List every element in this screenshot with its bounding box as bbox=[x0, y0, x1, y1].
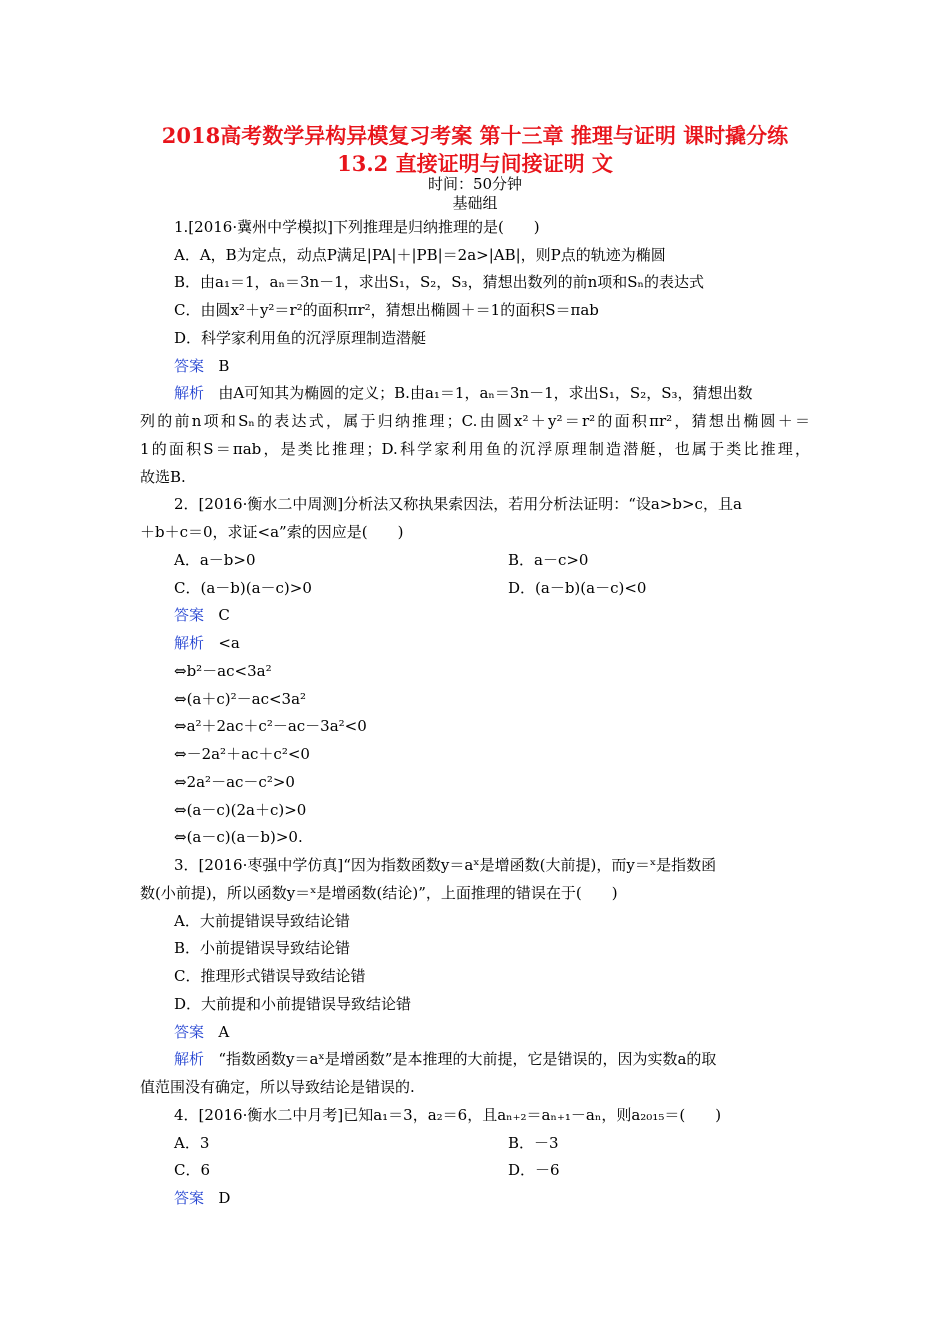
q2-answer bbox=[174, 605, 230, 625]
answer-label: 答案 bbox=[174, 1189, 205, 1207]
document-title: 2018高考数学异构异模复习考案 第十三章 推理与证明 课时撬分练 bbox=[161, 123, 789, 148]
analysis-label: 解析 bbox=[174, 384, 205, 402]
q2-step: ⇔(a－c)(a－b)>0. bbox=[174, 828, 303, 846]
q3-analysis-text-1: “指数函数y＝aˣ是增函数”是本推理的大前提，它是错误的，因为实数a的取 bbox=[218, 1050, 717, 1068]
q2-step: ⇔a²＋2ac＋c²－ac－3a²<0 bbox=[174, 717, 367, 735]
q3-stem-line-1: 3．[2016·枣强中学仿真]“因为指数函数y＝aˣ是增函数(大前提)，而y＝ˣ是指数函 bbox=[174, 856, 717, 874]
q2-answer-value: C bbox=[218, 606, 230, 624]
q1-answer-value: B bbox=[218, 357, 230, 375]
document-subtitle: 13.2 直接证明与间接证明 文 bbox=[337, 151, 613, 176]
q2-step: ⇔2a²－ac－c²>0 bbox=[174, 773, 295, 791]
q2-analysis bbox=[174, 633, 240, 653]
answer-label: 答案 bbox=[174, 1023, 205, 1041]
q3-analysis-line-2: 值范围没有确定，所以导致结论是错误的. bbox=[140, 1078, 415, 1096]
q2-step: ⇔b²－ac<3a² bbox=[174, 662, 272, 680]
q3-analysis-line-1 bbox=[174, 1049, 716, 1069]
q3-answer-value: A bbox=[218, 1023, 230, 1041]
analysis-label: 解析 bbox=[174, 1050, 205, 1068]
answer-label: 答案 bbox=[174, 606, 205, 624]
q1-analysis-line-3: 1的面积S＝πab，是类比推理；D.科学家利用鱼的沉浮原理制造潜艇，也属于类比推理， bbox=[140, 440, 810, 458]
q4-answer-value: D bbox=[218, 1189, 231, 1207]
q2-step: ⇔(a＋c)²－ac<3a² bbox=[174, 690, 307, 708]
q1-option-a: A．A，B为定点，动点P满足|PA|＋|PB|＝2a>|AB|，则P点的轨迹为椭圆 bbox=[174, 246, 666, 264]
section-heading: 基础组 bbox=[452, 194, 498, 212]
q3-option-c: C．推理形式错误导致结论错 bbox=[174, 967, 366, 985]
q1-analysis-text-1: 由A可知其为椭圆的定义；B.由a₁＝1，aₙ＝3n－1，求出S₁，S₂，S₃，猜想出数 bbox=[218, 384, 753, 402]
q2-option-b: B．a－c>0 bbox=[508, 551, 589, 569]
q2-step: ⇔－2a²＋ac＋c²<0 bbox=[174, 745, 310, 763]
q1-answer bbox=[174, 356, 229, 376]
q4-option-c: C．6 bbox=[174, 1161, 211, 1179]
analysis-label: 解析 bbox=[174, 634, 205, 652]
q2-stem-line-1: 2．[2016·衡水二中周测]分析法又称执果索因法，若用分析法证明：“设a>b>c，且a bbox=[174, 495, 742, 513]
q3-answer bbox=[174, 1022, 229, 1042]
q1-option-c: C．由圆x²＋y²＝r²的面积πr²，猜想出椭圆＋＝1的面积S＝πab bbox=[174, 301, 599, 319]
q4-answer bbox=[174, 1188, 230, 1208]
time-limit: 时间：50分钟 bbox=[427, 175, 523, 193]
q1-option-b: B．由a₁＝1，aₙ＝3n－1，求出S₁，S₂，S₃，猜想出数列的前n项和Sₙ的表达式 bbox=[174, 273, 704, 291]
q2-option-d: D．(a－b)(a－c)<0 bbox=[508, 579, 647, 597]
q4-stem: 4．[2016·衡水二中月考]已知a₁＝3，a₂＝6，且aₙ₊₂＝aₙ₊₁－aₙ，则a₂₀₁₅＝( ) bbox=[174, 1106, 722, 1124]
q2-stem-line-2: ＋b＋c＝0，求证<a”索的因应是( ) bbox=[140, 523, 404, 541]
q3-option-a: A．大前提错误导致结论错 bbox=[174, 912, 350, 930]
answer-label: 答案 bbox=[174, 357, 205, 375]
q2-option-a: A．a－b>0 bbox=[174, 551, 256, 569]
q4-option-d: D．－6 bbox=[508, 1161, 560, 1179]
q2-analysis-text: <a bbox=[218, 634, 240, 652]
q1-stem: 1.[2016·冀州中学模拟]下列推理是归纳推理的是( ) bbox=[174, 218, 540, 236]
q1-analysis-line-1 bbox=[174, 383, 753, 403]
q3-option-d: D．大前提和小前提错误导致结论错 bbox=[174, 995, 412, 1013]
q3-stem-line-2: 数(小前提)，所以函数y＝ˣ是增函数(结论)”，上面推理的错误在于( ) bbox=[140, 884, 618, 902]
q1-analysis-line-2: 列的前n项和Sₙ的表达式，属于归纳推理；C.由圆x²＋y²＝r²的面积πr²，猜想出椭圆＋＝ bbox=[140, 412, 810, 430]
q2-step: ⇔(a－c)(2a＋c)>0 bbox=[174, 801, 307, 819]
q2-option-c: C．(a－b)(a－c)>0 bbox=[174, 579, 312, 597]
q1-analysis-line-4: 故选B. bbox=[140, 468, 186, 486]
q4-option-b: B．－3 bbox=[508, 1134, 559, 1152]
q3-option-b: B．小前提错误导致结论错 bbox=[174, 939, 351, 957]
q4-option-a: A．3 bbox=[174, 1134, 210, 1152]
q1-option-d: D．科学家利用鱼的沉浮原理制造潜艇 bbox=[174, 329, 427, 347]
